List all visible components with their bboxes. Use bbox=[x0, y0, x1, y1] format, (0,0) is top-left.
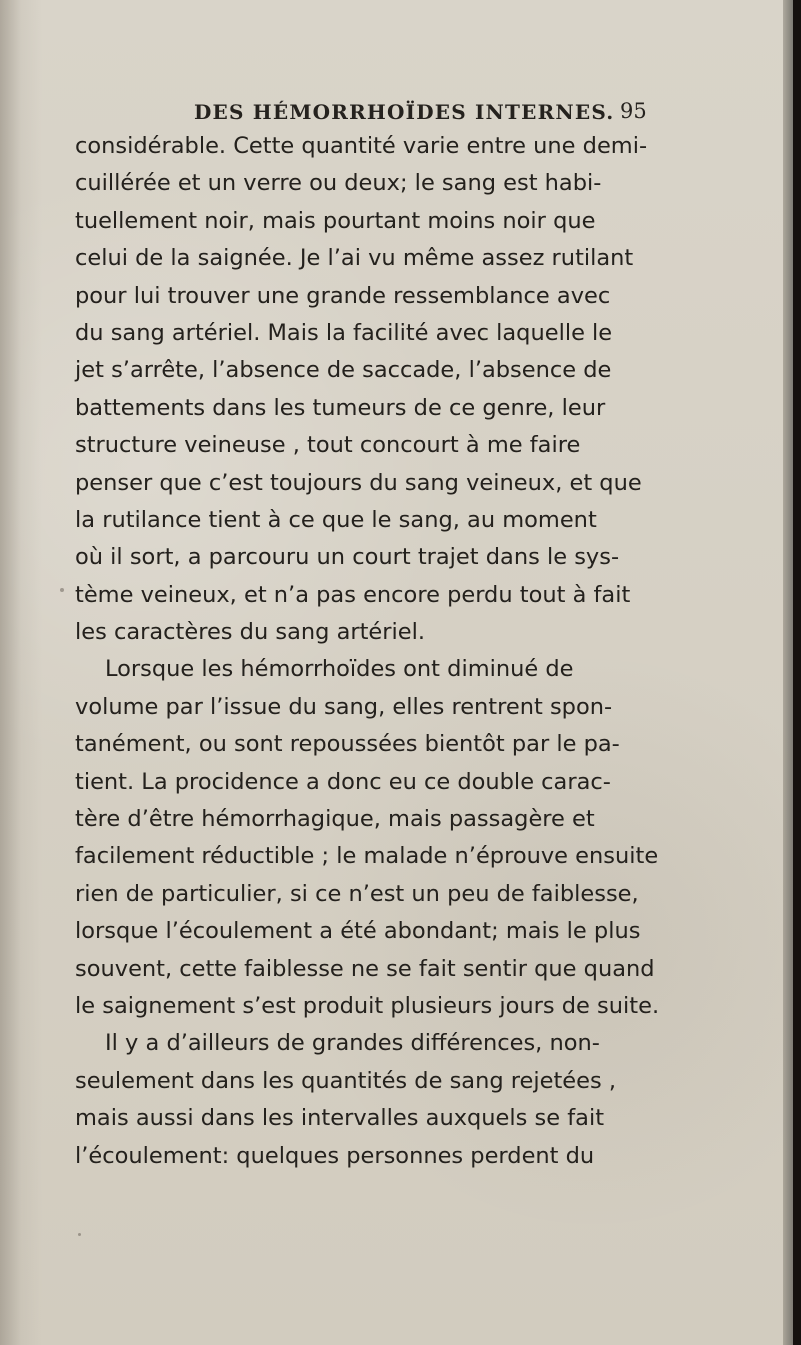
text-line: cuillérée et un verre ou deux; le sang est habi- bbox=[75, 170, 602, 197]
text-line: facilement réductible ; le malade n’éprouve ensuite bbox=[75, 843, 659, 870]
text-line: la rutilance tient à ce que le sang, au moment bbox=[75, 506, 597, 533]
text-line: tuellement noir, mais pourtant moins noir que bbox=[75, 207, 596, 234]
paragraph-start: Lorsque les hémorrhoïdes ont diminué de bbox=[105, 656, 574, 683]
print-speck bbox=[60, 588, 64, 592]
text-line: tère d’être hémorrhagique, mais passagère et bbox=[75, 806, 595, 833]
text-line: rien de particulier, si ce n’est un peu de faiblesse, bbox=[75, 880, 639, 907]
text-line: du sang artériel. Mais la facilité avec laquelle le bbox=[75, 319, 613, 346]
text-line: le saignement s’est produit plusieurs jours de suite. bbox=[75, 992, 660, 1019]
text-line: lorsque l’écoulement a été abondant; mais le plus bbox=[75, 918, 641, 945]
page-left-shadow bbox=[0, 0, 42, 1345]
page-body bbox=[75, 128, 730, 1175]
book-spine-shadow bbox=[793, 0, 801, 1345]
running-head bbox=[0, 93, 801, 133]
text-line: jet s’arrête, l’absence de saccade, l’absence de bbox=[75, 357, 612, 384]
text-line: souvent, cette faiblesse ne se fait sentir que quand bbox=[75, 955, 655, 982]
text-line: tient. La procidence a donc eu ce double carac- bbox=[75, 768, 611, 795]
text-line: battements dans les tumeurs de ce genre, leur bbox=[75, 394, 606, 421]
text-line: considérable. Cette quantité varie entre une demi- bbox=[75, 133, 648, 159]
text-line: volume par l’issue du sang, elles rentrent spon- bbox=[75, 693, 613, 720]
text-line: penser que c’est toujours du sang veineux, et que bbox=[75, 469, 642, 496]
page-number: 95 bbox=[620, 99, 647, 123]
print-speck bbox=[280, 292, 284, 296]
text-line: structure veineuse , tout concourt à me faire bbox=[75, 432, 581, 459]
text-line: les caractères du sang artériel. bbox=[75, 619, 426, 646]
text-line: celui de la saignée. Je l’ai vu même assez rutilant bbox=[75, 245, 634, 272]
paragraph-start: Il y a d’ailleurs de grandes différences, non- bbox=[105, 1030, 600, 1057]
print-speck bbox=[78, 1233, 81, 1236]
text-line: l’écoulement: quelques personnes perdent du bbox=[75, 1142, 595, 1169]
running-title: DES HÉMORRHOÏDES INTERNES. bbox=[194, 100, 615, 124]
text-line: seulement dans les quantités de sang rejetées , bbox=[75, 1067, 616, 1094]
text-line: mais aussi dans les intervalles auxquels se fait bbox=[75, 1105, 605, 1132]
text-line: pour lui trouver une grande ressemblance avec bbox=[75, 282, 611, 309]
text-line: tanément, ou sont repoussées bientôt par le pa- bbox=[75, 731, 620, 758]
text-line: où il sort, a parcouru un court trajet dans le sys- bbox=[75, 544, 620, 571]
text-line: tème veineux, et n’a pas encore perdu tout à fait bbox=[75, 581, 631, 608]
